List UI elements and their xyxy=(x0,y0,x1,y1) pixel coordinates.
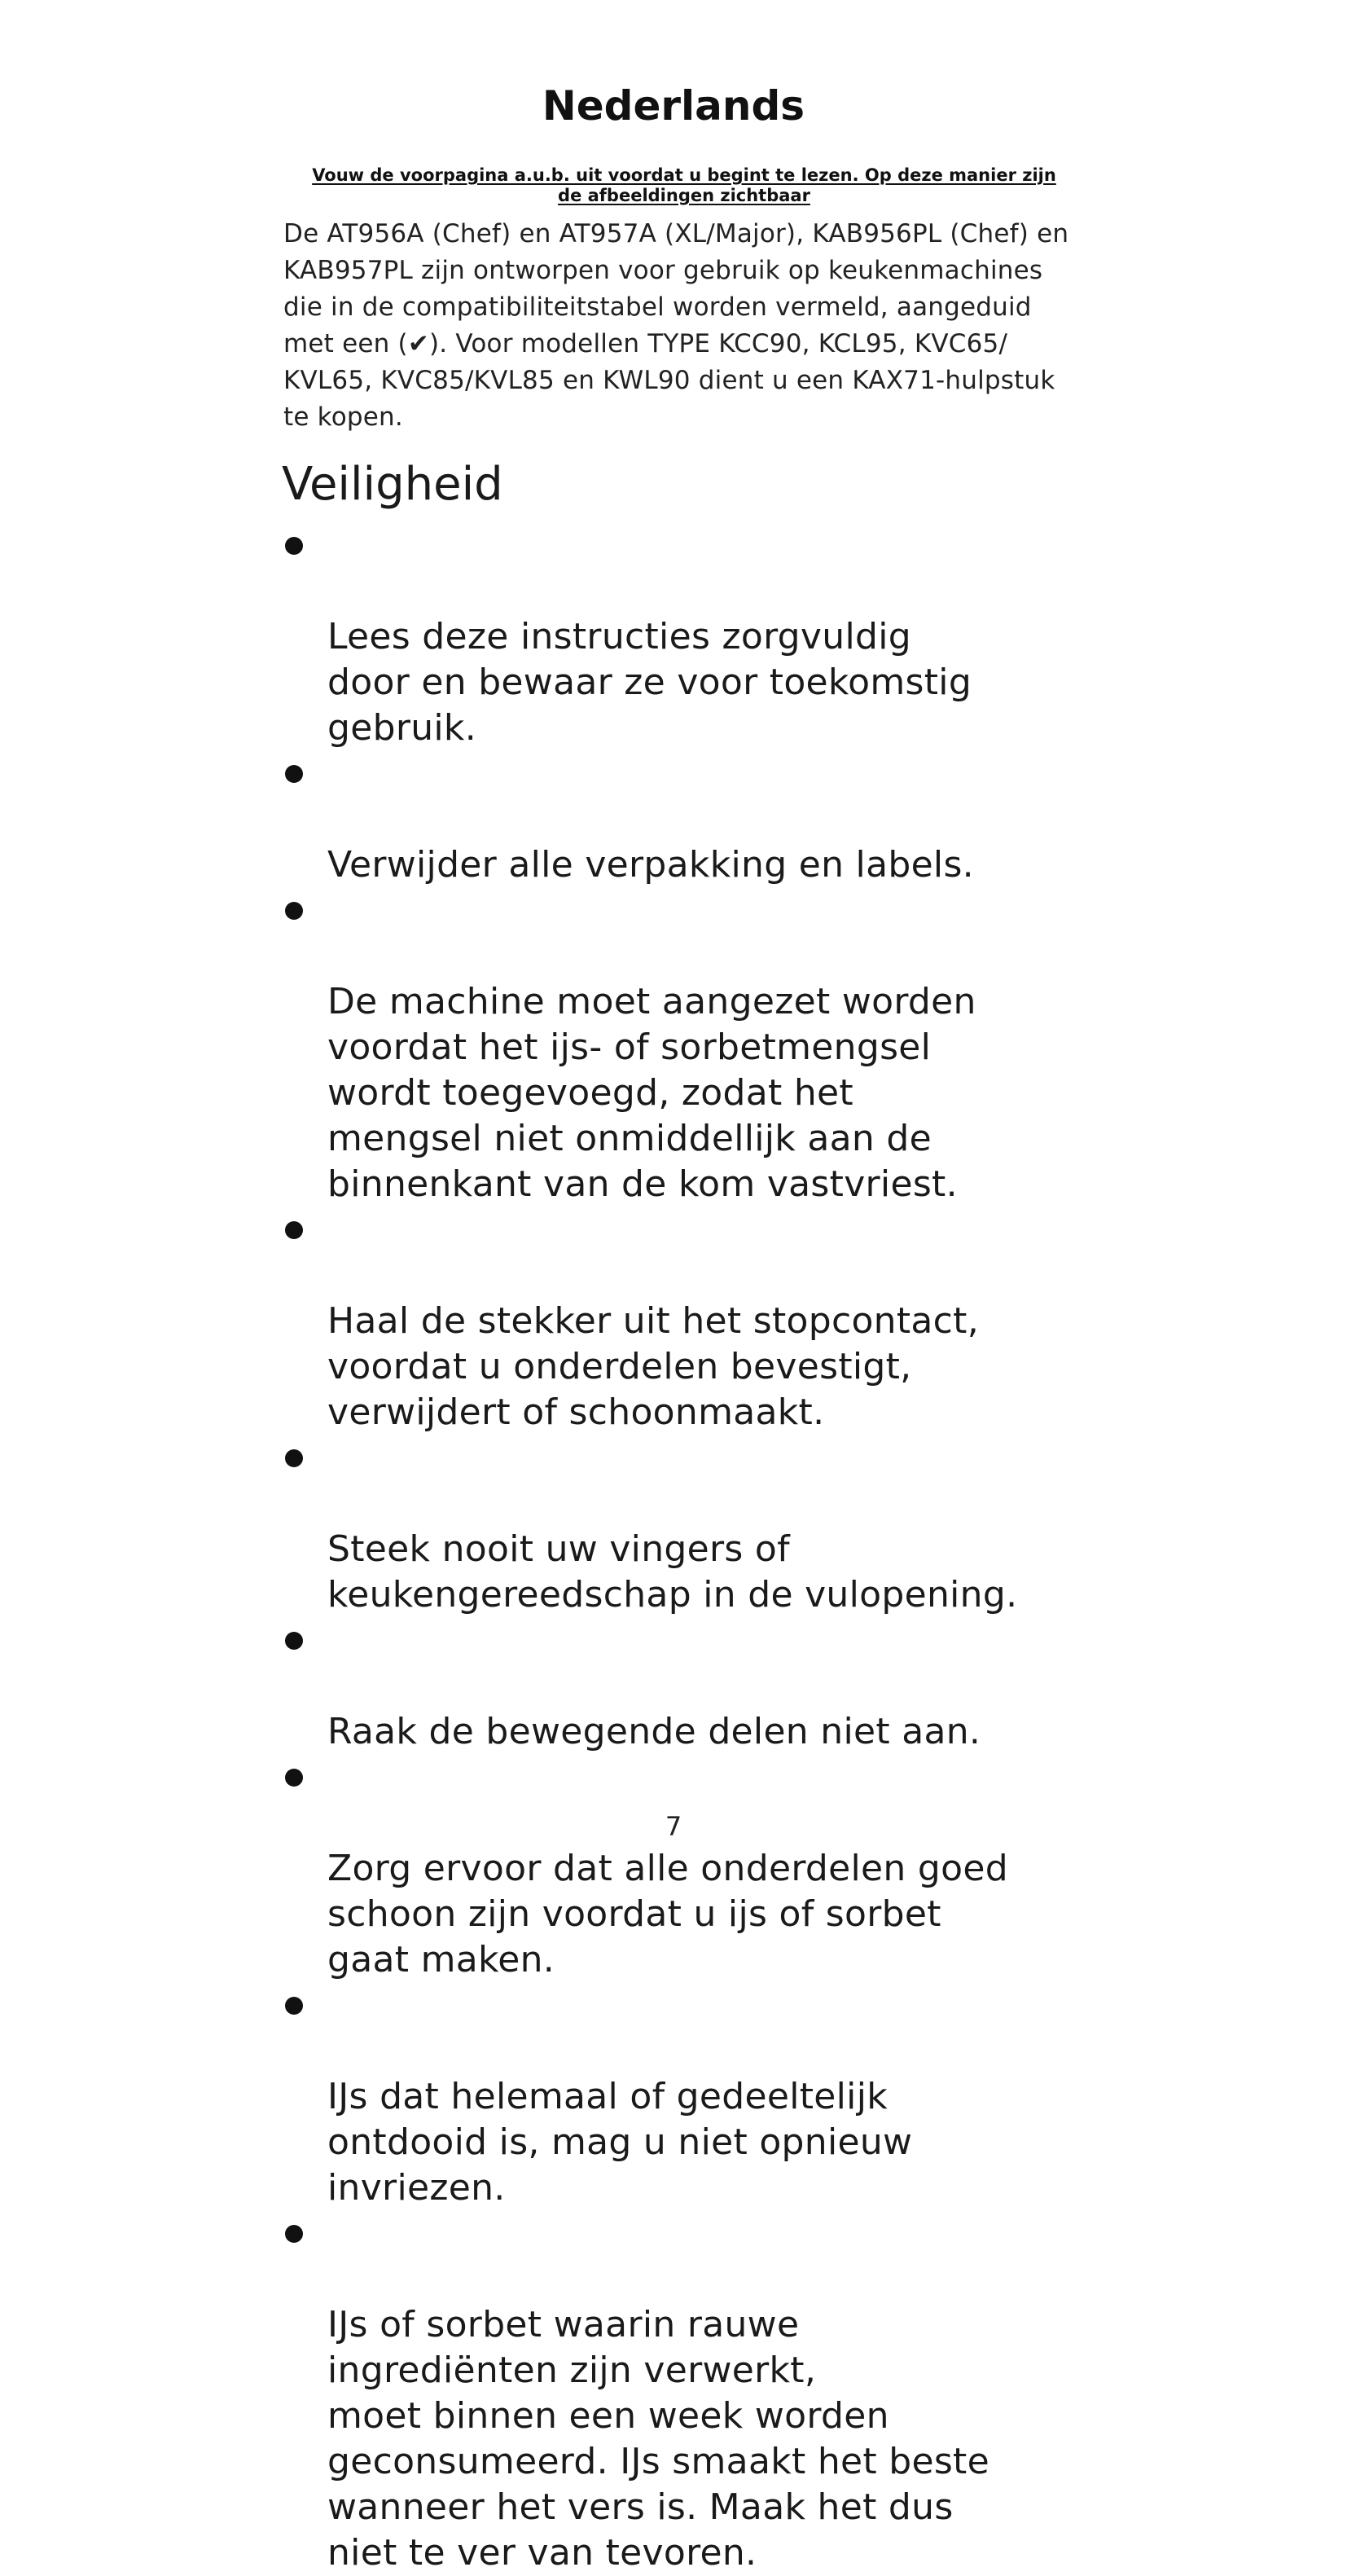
bullet-icon xyxy=(285,1449,303,1467)
safety-item xyxy=(283,1207,1098,1435)
bullet-icon xyxy=(285,1221,303,1239)
safety-item-text: Lees deze instructies zorgvuldig door en bewaar ze voor toekomstig gebruik. xyxy=(327,616,972,749)
bullet-icon xyxy=(285,1769,303,1787)
bullet-icon xyxy=(285,2225,303,2243)
safety-item xyxy=(283,751,1098,888)
safety-item-text: Steek nooit uw vingers of keukengereedschap in de vulopening. xyxy=(327,1528,1018,1615)
safety-item-text: IJs dat helemaal of gedeeltelijk ontdooid is, mag u niet opnieuw invriezen. xyxy=(327,2076,913,2209)
safety-item-text: Haal de stekker uit het stopcontact, voordat u onderdelen bevestigt, verwijdert of schoonmaakt. xyxy=(327,1300,980,1433)
safety-item-text: De machine moet aangezet worden voordat het ijs- of sorbetmengsel wordt toegevoegd, zodat het mengsel niet onmiddellijk aan de binnenkant van de kom vastvriest. xyxy=(327,981,976,1205)
safety-item-text: IJs of sorbet waarin rauwe ingrediënten zijn verwerkt, moet binnen een week worden geconsumeerd. IJs smaakt het beste wanneer het vers is. Maak het dus niet te ver van tevoren. xyxy=(327,2304,989,2574)
safety-heading: Veiligheid xyxy=(282,458,503,511)
bullet-icon xyxy=(285,902,303,920)
safety-item xyxy=(283,888,1098,1207)
safety-item-text: Verwijder alle verpakking en labels. xyxy=(327,844,974,886)
safety-item xyxy=(283,523,1098,751)
bullet-icon xyxy=(285,1997,303,2015)
bullet-icon xyxy=(285,1632,303,1650)
safety-item-text: Zorg ervoor dat alle onderdelen goed schoon zijn voordat u ijs of sorbet gaat maken. xyxy=(327,1848,1008,1980)
safety-item-text: Raak de bewegende delen niet aan. xyxy=(327,1711,981,1752)
safety-item xyxy=(283,1755,1098,1983)
safety-item xyxy=(283,1435,1098,1618)
intro-paragraph: De AT956A (Chef) en AT957A (XL/Major), KAB956PL (Chef) en KAB957PL zijn ontworpen voor gebruik op keukenmachines die in de compatibiliteitstabel worden vermeld, aangeduid met een (✔). Voor modellen TYPE KCC90, KCL95, KVC65/ KVL65, KVC85/KVL85 en KWL90 dient u een KAX71-hulpstuk te kopen. xyxy=(283,219,1069,432)
safety-item xyxy=(283,2211,1098,2576)
bullet-icon xyxy=(285,765,303,783)
safety-item xyxy=(283,1618,1098,1755)
page-title: Nederlands xyxy=(542,82,805,130)
safety-item xyxy=(283,1983,1098,2211)
bullet-icon xyxy=(285,537,303,555)
page-number: 7 xyxy=(665,1811,682,1842)
safety-list xyxy=(283,523,1098,2576)
fold-notice: Vouw de voorpagina a.u.b. uit voordat u begint te lezen. Op deze manier zijn de afbeeldingen zichtbaar xyxy=(312,165,1056,205)
